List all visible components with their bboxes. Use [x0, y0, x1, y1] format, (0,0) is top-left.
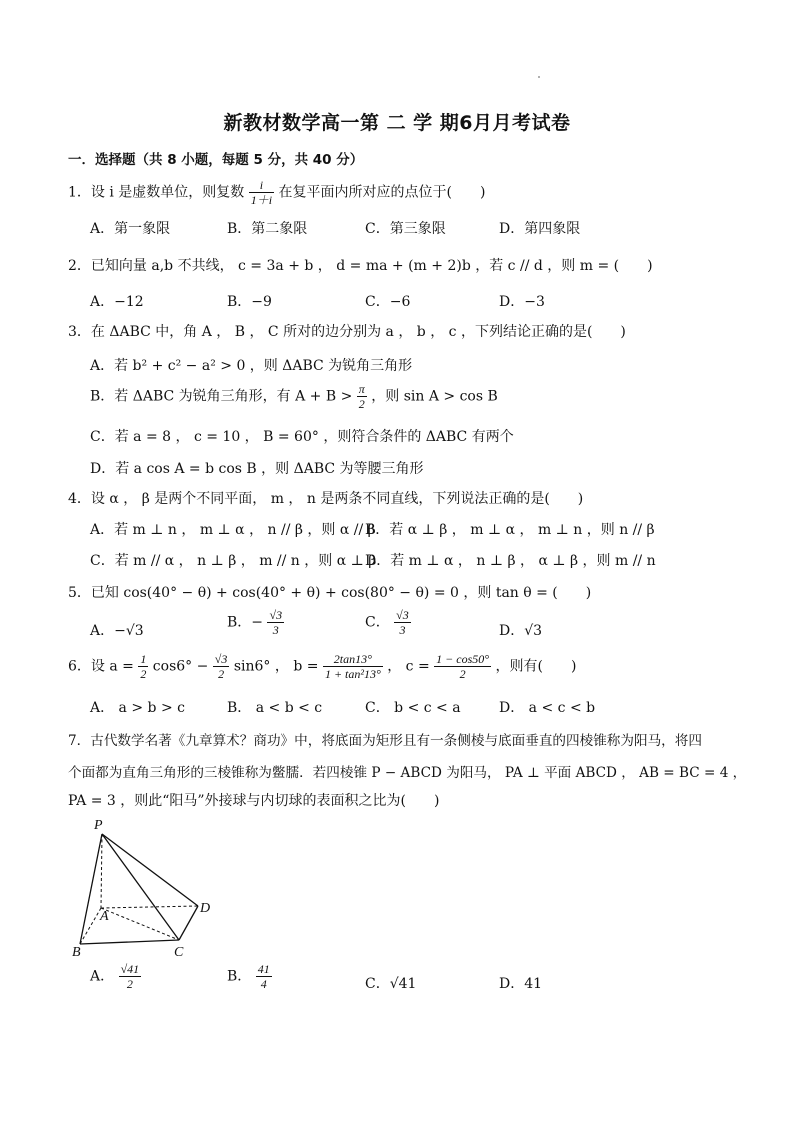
q7-option-c: C．√41	[365, 976, 417, 992]
q5-option-c-label: C．	[365, 614, 390, 631]
q5-option-c-fraction	[394, 608, 411, 637]
q7-option-a-numerator: √41	[120, 962, 140, 976]
q6-part3: sin6° ， b =	[233, 658, 319, 675]
q3-option-c: C．若 a = 8 ， c = 10 ， B = 60° ，则符合条件的 ΔABC 有两个	[90, 429, 514, 445]
q5-option-b-numerator: √3	[269, 608, 283, 622]
vertex-label-C: C	[174, 945, 184, 960]
q3-option-a: A．若 b² + c² − a² > 0 ，则 ΔABC 为锐角三角形	[90, 358, 413, 374]
vertex-label-P: P	[94, 818, 103, 833]
q5-option-c-numerator: √3	[396, 608, 409, 622]
edge-PA-hidden	[101, 834, 102, 908]
q5-option-b-denominator: 3	[272, 623, 279, 637]
q5-option-d: D．√3	[499, 623, 543, 639]
q7-option-a	[90, 962, 141, 991]
q1-option-c: C．第三象限	[365, 221, 446, 237]
q3-option-b-numerator: π	[358, 382, 365, 396]
q2-option-d: D．−3	[499, 294, 545, 310]
q3-option-b-denominator: 2	[358, 397, 365, 411]
q1-fraction-numerator: i	[249, 178, 274, 193]
q6-fraction-2-denominator: 2	[218, 667, 225, 681]
q7-option-a-fraction	[119, 962, 142, 991]
q7-option-b-label: B．	[227, 968, 252, 985]
q3-option-b-part2: ，则 sin A > cos B	[371, 388, 498, 405]
question-1	[68, 178, 485, 207]
q7-option-b-fraction	[256, 962, 272, 991]
q5-option-a: A．−√3	[90, 623, 144, 639]
page-title: 新教材数学高一第 二 学 期6月月考试卷	[223, 112, 571, 134]
q4-option-a: A．若 m ⊥ n ， m ⊥ α ， n // β ，则 α // β	[90, 522, 376, 538]
question-2: 2．已知向量 a,b 不共线， c = 3a + b ， d = ma + (m + 2)b ，若 c // d ，则 m = ( )	[68, 258, 653, 274]
question-7-line-2: 个面都为直角三角形的三棱锥称为鳖臑．若四棱锥 P − ABCD 为阳马， PA ⊥ 平面 ABCD ， AB = BC = 4 ，	[68, 765, 747, 781]
q3-option-b-fraction	[357, 382, 367, 411]
section-heading: 一．选择题（共 8 小题，每题 5 分，共 40 分）	[68, 152, 364, 168]
edge-PB	[80, 834, 102, 944]
q2-option-b: B．−9	[227, 294, 272, 310]
q7-option-d: D．41	[499, 976, 543, 992]
q6-fraction-3-numerator: 2tan13°	[323, 652, 383, 667]
q5-option-b-fraction	[267, 608, 284, 637]
q5-option-b-label: B．−	[227, 614, 264, 631]
q1-fraction	[249, 178, 274, 207]
q3-option-b-part1: B．若 ΔABC 为锐角三角形，有 A + B >	[90, 388, 353, 405]
q5-option-c	[365, 608, 411, 637]
q2-option-c: C．−6	[365, 294, 411, 310]
q6-part4: ， c =	[387, 658, 430, 675]
q7-option-b	[227, 962, 272, 991]
q6-fraction-4-denominator: 2	[459, 667, 466, 681]
question-6	[68, 652, 576, 681]
q6-fraction-3-denominator: 1 + tan²13°	[324, 667, 381, 681]
question-7-line-1: 7．古代数学名著《九章算术？商功》中，将底面为矩形且有一条侧棱与底面垂直的四棱锥称为阳马，将四	[68, 733, 702, 749]
question-7-line-3: PA = 3 ，则此“阳马”外接球与内切球的表面积之比为( )	[68, 793, 440, 809]
q4-option-d: D．若 m ⊥ α ， n ⊥ β ， α ⊥ β ，则 m // n	[365, 553, 656, 569]
q7-option-a-denominator: 2	[126, 977, 133, 991]
q1-stem-part2: 在复平面内所对应的点位于( )	[278, 184, 486, 201]
q6-option-b: B． a < b < c	[227, 700, 323, 716]
edge-PD	[102, 834, 198, 906]
question-5: 5．已知 cos(40° − θ) + cos(40° + θ) + cos(80° − θ) = 0 ，则 tan θ = ( )	[68, 585, 592, 601]
q4-option-b: B．若 α ⊥ β ， m ⊥ α ， m ⊥ n ，则 n // β	[365, 522, 655, 538]
q6-part2: cos6° −	[152, 658, 209, 675]
q3-option-d: D．若 a cos A = b cos B ，则 ΔABC 为等腰三角形	[90, 461, 424, 477]
q6-fraction-4-numerator: 1 − cos50°	[436, 652, 490, 666]
q6-fraction-4	[434, 652, 491, 681]
q1-option-b: B．第二象限	[227, 221, 308, 237]
vertex-label-D: D	[200, 901, 211, 916]
q2-option-a: A．−12	[90, 294, 144, 310]
q6-fraction-3	[323, 652, 383, 681]
q6-fraction-1	[138, 652, 148, 681]
edge-BC	[80, 940, 179, 944]
q6-fraction-1-numerator: 1	[140, 652, 147, 666]
q6-option-a: A． a > b > c	[90, 700, 185, 716]
q5-option-c-denominator: 3	[399, 623, 406, 637]
q5-option-b	[227, 608, 284, 637]
q6-fraction-2	[213, 652, 230, 681]
edge-PC	[102, 834, 179, 940]
vertex-label-B: B	[72, 945, 81, 960]
q1-stem-part1: 1．设 i 是虚数单位，则复数	[68, 184, 245, 201]
q1-fraction-denominator: 1＋i	[250, 193, 273, 207]
q6-option-d: D． a < c < b	[499, 700, 596, 716]
q7-option-b-denominator: 4	[260, 977, 267, 991]
pyramid-figure	[72, 816, 232, 960]
q3-option-b	[90, 382, 498, 411]
q4-option-c: C．若 m // α ， n ⊥ β ， m // n ，则 α ⊥ β	[90, 553, 377, 569]
question-3: 3．在 ΔABC 中，角 A ， B ， C 所对的边分别为 a ， b ， c ，下列结论正确的是( )	[68, 324, 626, 340]
q6-fraction-2-numerator: √3	[214, 652, 228, 666]
q7-option-a-label: A．	[90, 968, 115, 985]
question-4: 4．设 α ， β 是两个不同平面， m ， n 是两条不同直线，下列说法正确的是( )	[68, 491, 584, 507]
q6-option-c: C． b < c < a	[365, 700, 461, 716]
scan-dot	[538, 76, 540, 78]
q1-option-d: D．第四象限	[499, 221, 581, 237]
q6-fraction-1-denominator: 2	[140, 667, 147, 681]
edge-CD	[179, 906, 198, 940]
vertex-label-A: A	[100, 909, 109, 924]
q7-option-b-numerator: 41	[257, 962, 270, 976]
q6-part1: 6．设 a =	[68, 658, 134, 675]
q1-option-a: A．第一象限	[90, 221, 171, 237]
edge-AD-hidden	[101, 906, 198, 908]
q6-part5: ，则有( )	[495, 658, 577, 675]
